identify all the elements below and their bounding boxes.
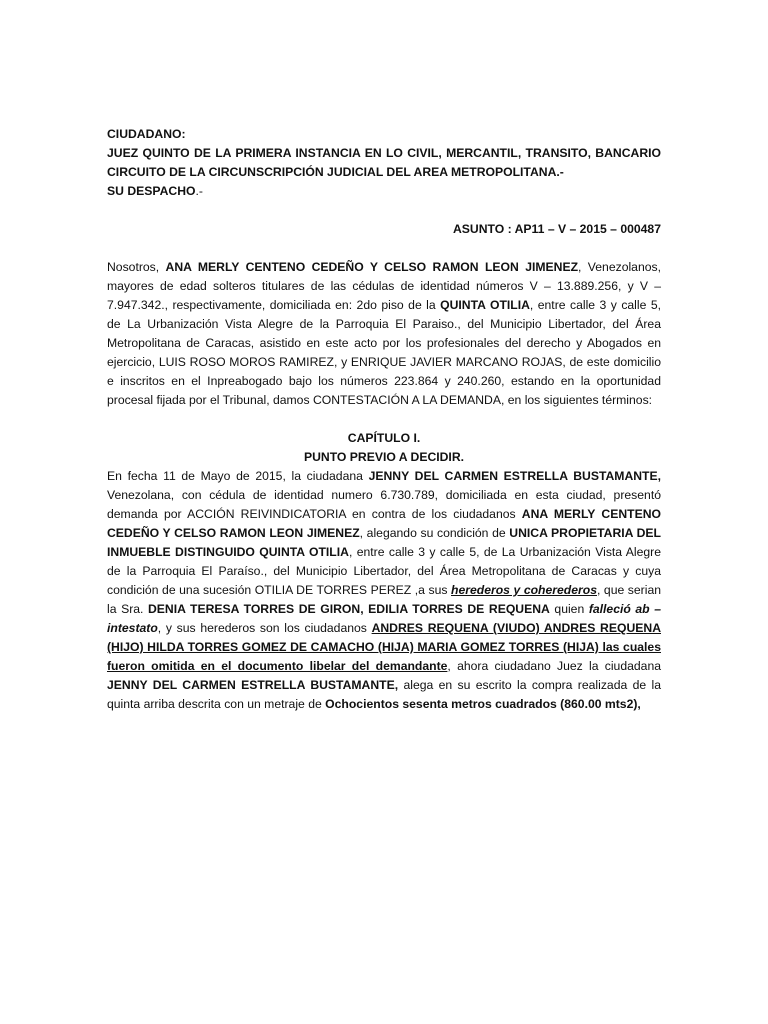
body-intestate: falleció ab – intestato — [107, 602, 661, 635]
body-text-5: , que serian la Sra. — [107, 583, 662, 616]
intro-text-3: , entre calle 3 y calle 5, de La Urbanización Vista Alegre de la Parroquia El Paraiso., del Municipio Libertador, del Área Metropolitana de Caracas, asistido en este acto por los profesionales del derecho y Abogados en ejercicio, LUIS ROSO MOROS RAMIREZ, y ENRIQUE JAVIER MARCANO ROJAS, de este domicilio e inscritos en el Inpreabogado bajo los números 223.864 y 240.260, estando en la oportunidad procesal fijada por el Tribunal, damos CONTESTACIÓN A LA DEMANDA, en los siguientes términos: — [107, 298, 662, 407]
body-heirs-emphasis: herederos y coherederos — [451, 583, 597, 597]
chapter-subtitle: PUNTO PREVIO A DECIDIR. — [303, 450, 465, 464]
intro-paragraph — [107, 258, 661, 410]
body-heirs-names: DENIA TERESA TORRES DE GIRON, EDILIA TORRES DE REQUENA — [148, 602, 550, 616]
body-text-9: alega en su escrito la compra realizada de la quinta arriba descrita con un metraje de — [107, 678, 661, 711]
addressee-office-suffix: .- — [195, 184, 203, 198]
intro-text-1: Nosotros, — [107, 260, 166, 274]
body-text-6: quien — [549, 602, 589, 616]
intro-text-2: , Venezolanos, mayores de edad solteros titulares de las cédulas de identidad números V – 13.889.256, y V – 7.947.342., respectivamente, domiciliada en: 2do piso de la — [107, 260, 661, 312]
intro-defendants: ANA MERLY CENTENO CEDEÑO Y CELSO RAMON LEON JIMENEZ — [165, 260, 579, 274]
body-text-4: , entre calle 3 y calle 5, de La Urbanización Vista Alegre de la Parroquia El Paraíso., del Municipio Libertador, del Área Metropolitana de Caracas y cuya condición de una sucesión OTILIA DE TORRES PEREZ ,a sus — [107, 545, 661, 597]
body-plaintiff-2: JENNY DEL CARMEN ESTRELLA BUSTAMANTE, — [107, 678, 399, 692]
case-number: ASUNTO : AP11 – V – 2015 – 000487 — [453, 222, 661, 236]
addressee-block — [107, 125, 661, 201]
body-text-7: , y sus herederos son los ciudadanos — [157, 621, 372, 635]
addressee-salutation: CIUDADANO: — [107, 127, 186, 141]
body-text-1: En fecha 11 de Mayo de 2015, la ciudadana — [107, 469, 369, 483]
addressee-court: JUEZ QUINTO DE LA PRIMERA INSTANCIA EN LO CIVIL, MERCANTIL, TRANSITO, BANCARIO CIRCUITO DE LA CIRCUNSCRIPCIÓN JUDICIAL DEL AREA METROPOLITANA.- — [107, 146, 661, 179]
body-area: Ochocientos sesenta metros cuadrados (860.00 mts2), — [325, 697, 641, 711]
addressee-office — [107, 182, 661, 201]
body-defendants: ANA MERLY CENTENO CEDEÑO Y CELSO RAMON LEON JIMENEZ — [107, 507, 661, 540]
body-text-2: Venezolana, con cédula de identidad numero 6.730.789, domiciliada en esta ciudad, presentó demanda por ACCIÓN REIVINDICATORIA en contra de los ciudadanos — [107, 488, 661, 521]
chapter-paragraph — [107, 467, 661, 714]
body-ownership-claim: UNICA PROPIETARIA DEL INMUEBLE DISTINGUIDO QUINTA OTILIA — [107, 526, 661, 559]
body-text-8: , ahora ciudadano Juez la ciudadana — [447, 659, 661, 673]
body-omitted-heirs: ANDRES REQUENA (VIUDO) ANDRES REQUENA (HIJO) HILDA TORRES GOMEZ DE CAMACHO (HIJA) MARIA GOMEZ TORRES (HIJA) las cuales fueron omitida en el documento libelar del demandante — [107, 621, 661, 673]
intro-property: QUINTA OTILIA — [440, 298, 530, 312]
body-plaintiff-1: JENNY DEL CARMEN ESTRELLA BUSTAMANTE, — [368, 469, 662, 483]
addressee-office-text: SU DESPACHO — [107, 184, 196, 198]
body-text-3: , alegando su condición de — [359, 526, 510, 540]
chapter-title: CAPÍTULO I. — [347, 431, 421, 445]
